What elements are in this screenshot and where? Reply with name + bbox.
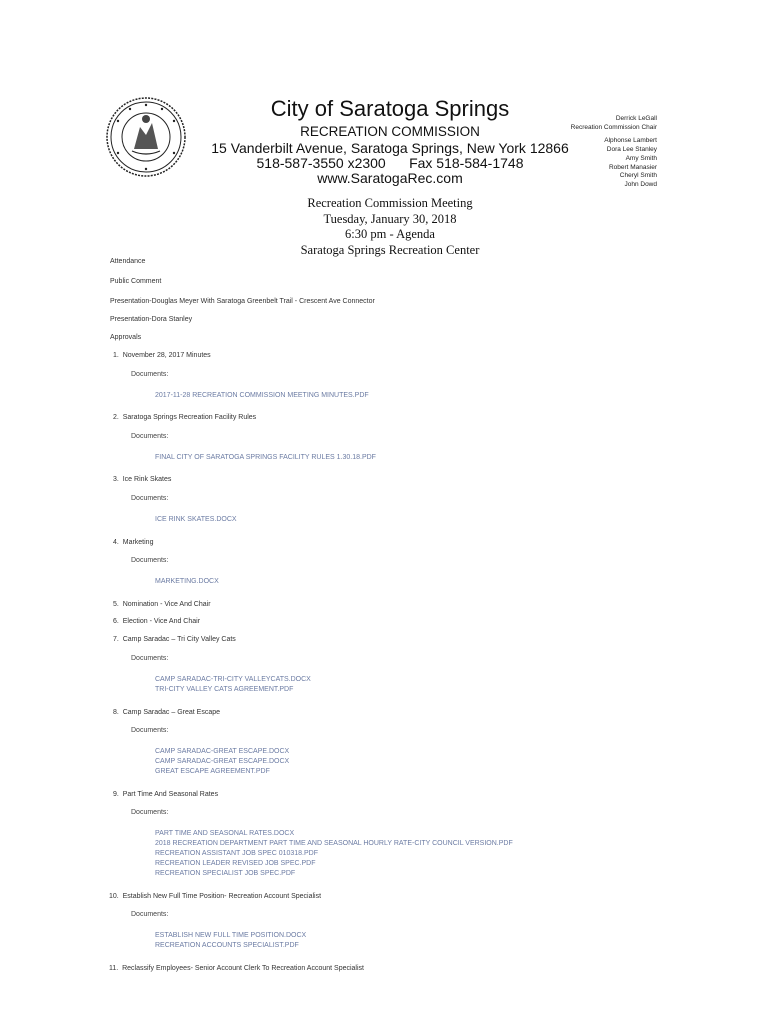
document-link[interactable]: RECREATION ACCOUNTS SPECIALIST.PDF	[155, 942, 299, 949]
meeting-time: 6:30 pm - Agenda	[345, 227, 435, 241]
documents-label: Documents:	[131, 433, 169, 440]
agenda-item: 11. Reclassify Employees- Senior Account Clerk To Recreation Account Specialist	[109, 965, 364, 972]
document-link[interactable]: RECREATION SPECIALIST JOB SPEC.PDF	[155, 870, 296, 877]
member-name: Cheryl Smith	[619, 172, 657, 180]
section-public-comment: Public Comment	[110, 278, 162, 285]
documents-label: Documents:	[131, 655, 169, 662]
section-presentation-meyer: Presentation-Douglas Meyer With Saratoga Greenbelt Trail - Crescent Ave Connector	[110, 298, 375, 305]
document-link[interactable]: CAMP SARADAC-TRI-CITY VALLEYCATS.DOCX	[155, 676, 311, 683]
documents-label: Documents:	[131, 495, 169, 502]
meeting-heading	[0, 196, 770, 258]
document-link[interactable]: MARKETING.DOCX	[155, 578, 219, 585]
section-presentation-stanley: Presentation-Dora Stanley	[110, 316, 193, 323]
section-attendance: Attendance	[110, 258, 146, 265]
documents-label: Documents:	[131, 557, 169, 564]
agenda-item: 10. Establish New Full Time Position- Recreation Account Specialist	[109, 893, 322, 900]
member-name: Amy Smith	[625, 154, 657, 162]
document-link[interactable]: RECREATION LEADER REVISED JOB SPEC.PDF	[155, 860, 316, 867]
agenda-item: 5. Nomination - Vice And Chair	[113, 601, 211, 608]
fax-number: Fax 518-584-1748	[409, 155, 524, 171]
commission-subtitle: RECREATION COMMISSION	[300, 124, 480, 139]
member-name: Robert Manasier	[608, 163, 657, 171]
agenda-item: 1. November 28, 2017 Minutes	[113, 352, 211, 359]
agenda-item: 8. Camp Saradac – Great Escape	[113, 709, 221, 716]
member-name: Alphonse Lambert	[604, 137, 657, 145]
city-title: City of Saratoga Springs	[270, 96, 510, 121]
website-link[interactable]: www.SaratogaRec.com	[317, 170, 463, 186]
document-link[interactable]: 2017-11-28 RECREATION COMMISSION MEETING MINUTES.PDF	[155, 392, 369, 399]
member-name: John Dowd	[624, 180, 657, 188]
document-link[interactable]: 2018 RECREATION DEPARTMENT PART TIME AND SEASONAL HOURLY RATE-CITY COUNCIL VERSION.PDF	[155, 840, 513, 847]
document-link[interactable]: CAMP SARADAC-GREAT ESCAPE.DOCX	[155, 758, 290, 765]
document-link[interactable]: GREAT ESCAPE AGREEMENT.PDF	[155, 768, 270, 775]
document-link[interactable]: ICE RINK SKATES.DOCX	[155, 516, 237, 523]
phone-number: 518-587-3550 x2300	[256, 155, 386, 171]
documents-label: Documents:	[131, 911, 169, 918]
document-link[interactable]: RECREATION ASSISTANT JOB SPEC 010318.PDF	[155, 850, 318, 857]
document-link[interactable]: CAMP SARADAC-GREAT ESCAPE.DOCX	[155, 748, 290, 755]
meeting-title: Recreation Commission Meeting	[307, 196, 473, 210]
agenda-item: 7. Camp Saradac – Tri City Valley Cats	[113, 636, 236, 643]
agenda-item: 6. Election - Vice And Chair	[113, 618, 201, 625]
document-link[interactable]: ESTABLISH NEW FULL TIME POSITION.DOCX	[155, 932, 307, 939]
document-link[interactable]: TRI-CITY VALLEY CATS AGREEMENT.PDF	[155, 686, 294, 693]
documents-label: Documents:	[131, 809, 169, 816]
agenda-item: 2. Saratoga Springs Recreation Facility Rules	[113, 414, 257, 421]
address-line: 15 Vanderbilt Avenue, Saratoga Springs, New York 12866	[211, 140, 569, 156]
commission-members	[571, 115, 657, 190]
meeting-date: Tuesday, January 30, 2018	[323, 211, 457, 226]
document-link[interactable]: PART TIME AND SEASONAL RATES.DOCX	[155, 830, 295, 837]
documents-label: Documents:	[131, 371, 169, 378]
chair-title: Recreation Commission Chair	[570, 123, 657, 131]
meeting-location: Saratoga Springs Recreation Center	[300, 242, 480, 257]
document-link[interactable]: FINAL CITY OF SARATOGA SPRINGS FACILITY RULES 1.30.18.PDF	[155, 454, 376, 461]
agenda-item: 4. Marketing	[113, 539, 154, 546]
agenda-item: 3. Ice Rink Skates	[113, 476, 172, 483]
documents-label: Documents:	[131, 727, 169, 734]
agenda-item: 9. Part Time And Seasonal Rates	[113, 791, 219, 798]
member-name: Dora Lee Stanley	[606, 146, 657, 154]
section-approvals: Approvals	[110, 334, 142, 341]
chair-name: Derrick LeGall	[615, 115, 657, 122]
